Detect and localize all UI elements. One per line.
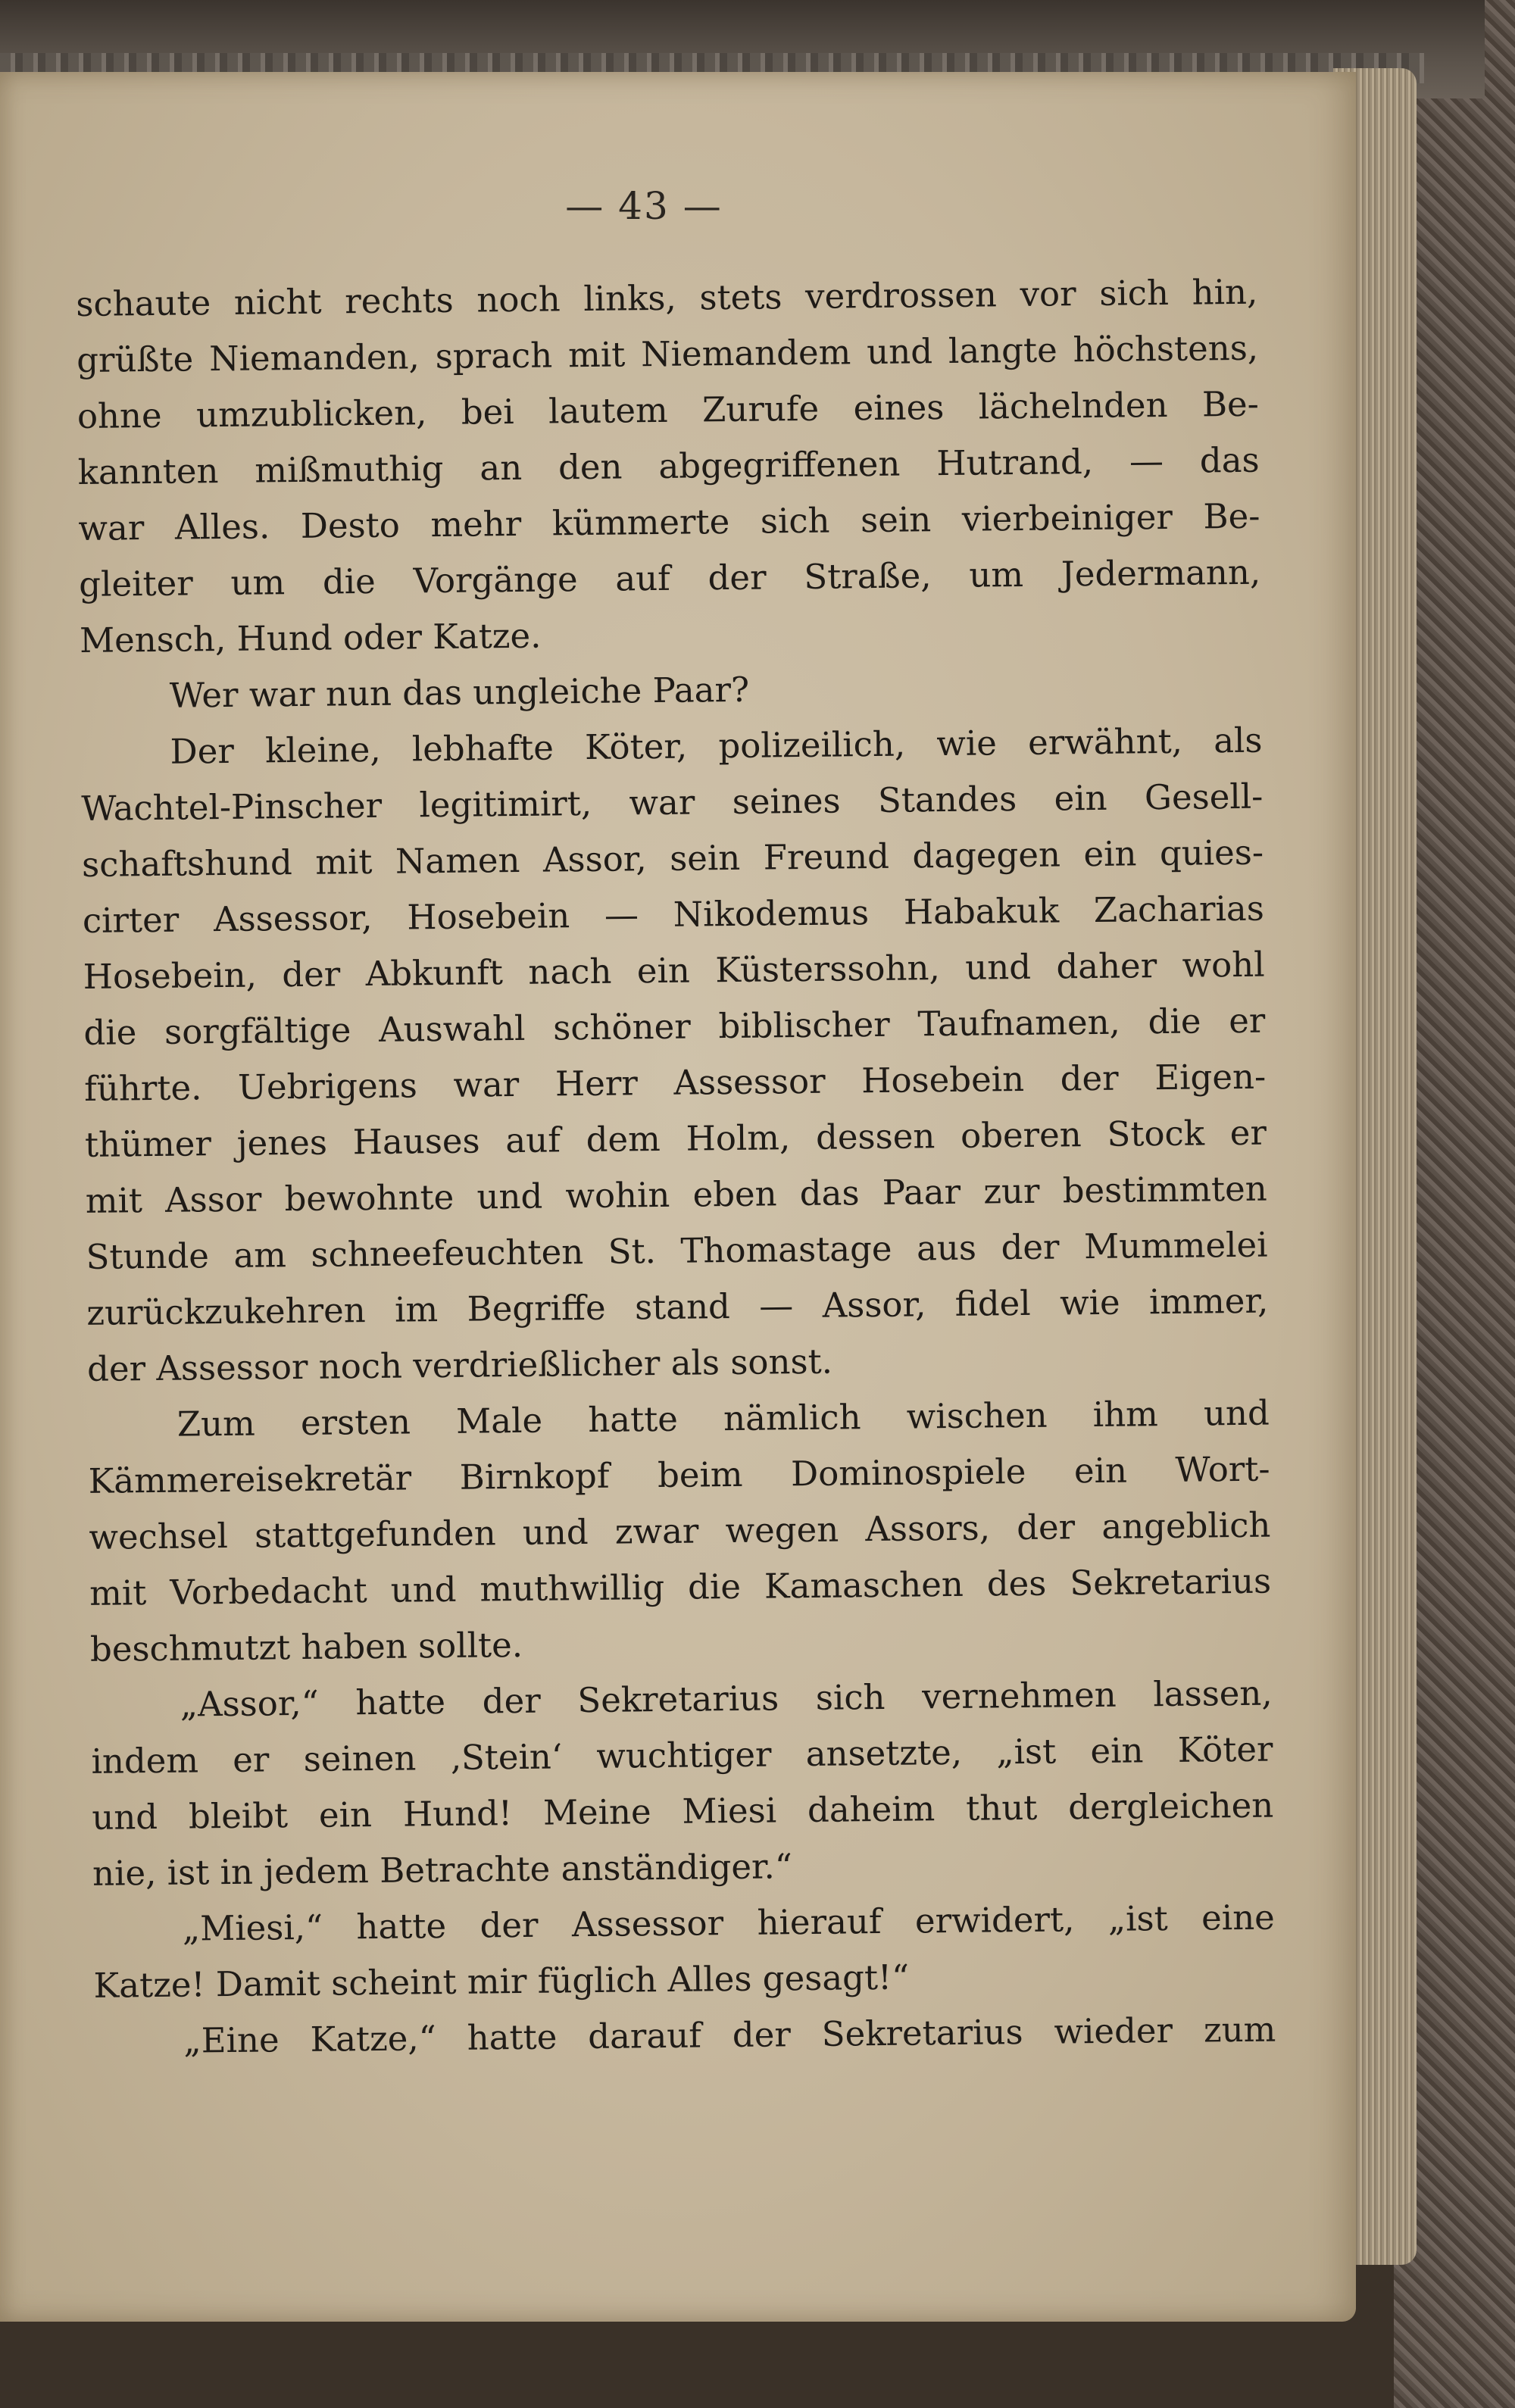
text-line: cirter Assessor, Hosebein — Nikodemus Habakuk Zacharias (82, 888, 1265, 941)
text-line: Der kleine, lebhafte Köter, polizeilich, wie erwähnt, als (170, 720, 1263, 772)
text-line: nie, ist in jedem Betrachte anständiger.“ (92, 1846, 793, 1894)
text-line: mit Vorbedacht und muthwillig die Kamaschen des Sekretarius (89, 1560, 1272, 1613)
text-line: Wachtel-Pinscher legitimirt, war seines Standes ein Gesell- (81, 776, 1264, 829)
text-line: Katze! Damit scheint mir füglich Alles gesagt!“ (93, 1957, 910, 2006)
text-line: schaftshund mit Namen Assor, sein Freund dagegen ein quies- (81, 832, 1264, 885)
text-line: die sorgfältige Auswahl schöner biblischer Taufnamen, die er (83, 1000, 1266, 1053)
text-line: grüßte Niemanden, sprach mit Niemandem und langte höchstens, (76, 327, 1259, 380)
text-line: Hosebein, der Abkunft nach ein Küsterssohn, und daher wohl (83, 944, 1265, 997)
text-line: ohne umzublicken, bei lautem Zurufe eines lächelnden Be- (77, 383, 1260, 436)
text-line: war Alles. Desto mehr kümmerte sich sein vierbeiniger Be- (78, 495, 1260, 548)
text-line: führte. Uebrigens war Herr Assessor Hosebein der Eigen- (83, 1056, 1267, 1109)
text-line: schaute nicht rechts noch links, stets verdrossen vor sich hin, (76, 271, 1258, 324)
text-line: thümer jenes Hauses auf dem Holm, dessen oberen Stock er (84, 1112, 1267, 1165)
text-line: der Assessor noch verdrießlicher als sonst. (86, 1341, 833, 1389)
text-line: gleiter um die Vorgänge auf der Straße, um Jedermann, (78, 551, 1261, 604)
text-line: zurückzukehren im Begriffe stand — Assor, fidel wie immer, (86, 1280, 1269, 1333)
text-line: beschmutzt haben sollte. (89, 1624, 523, 1669)
text-line: Wer war nun das ungleiche Paar? (169, 669, 750, 716)
text-line: kannten mißmuthig an den abgegriffenen Hutrand, — das (77, 439, 1260, 492)
text-line: „Eine Katze,“ hatte darauf der Sekretarius wieder zum (183, 2009, 1276, 2061)
book-page (0, 72, 1356, 2322)
text-line: wechsel stattgefunden und zwar wegen Assors, der angeblich (89, 1504, 1271, 1557)
text-line: Mensch, Hund oder Katze. (79, 615, 542, 661)
page-number: — 43 — (565, 184, 723, 228)
text-line: Stunde am schneefeuchten St. Thomastage aus der Mummelei (86, 1224, 1268, 1277)
text-line: Kämmereisekretär Birnkopf beim Dominospiele ein Wort- (88, 1448, 1270, 1501)
text-line: „Miesi,“ hatte der Assessor hierauf erwidert, „ist eine (182, 1897, 1276, 1949)
text-line: und bleibt ein Hund! Meine Miesi daheim thut dergleichen (92, 1785, 1274, 1838)
text-line: „Assor,“ hatte der Sekretarius sich vernehmen lassen, (180, 1672, 1273, 1725)
body-text (76, 264, 1276, 2070)
text-line: Zum ersten Male hatte nämlich wischen ihm und (176, 1392, 1270, 1444)
text-line: mit Assor bewohnte und wohin eben das Paar zur bestimmten (85, 1168, 1267, 1221)
text-line: indem er seinen ‚Stein‘ wuchtiger ansetzte, „ist ein Köter (91, 1729, 1273, 1782)
